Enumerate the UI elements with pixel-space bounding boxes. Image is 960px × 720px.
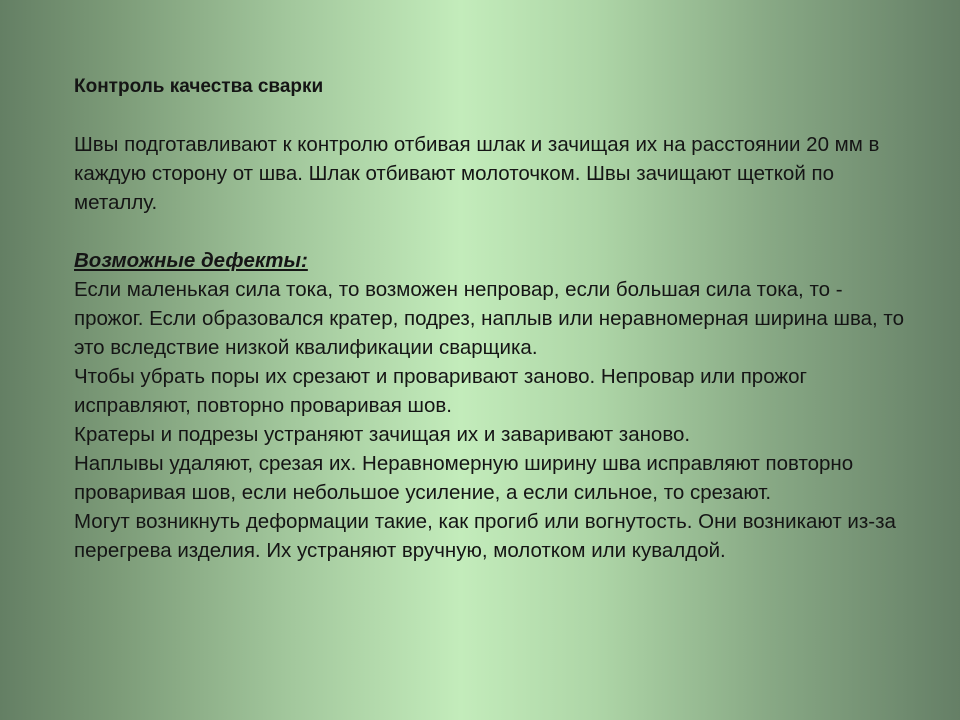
slide-text-block <box>74 72 904 565</box>
intro-paragraph: Швы подготавливают к контролю отбивая шлак и зачищая их на расстоянии 20 мм в каждую сторону от шва. Шлак отбивают молоточком. Швы зачищают щеткой по металлу. <box>74 133 880 214</box>
defects-paragraph-overlaps: Наплывы удаляют, срезая их. Неравномерную ширину шва исправляют повторно проваривая шов, если небольшое усиление, а если сильное, то срезают. <box>74 452 854 504</box>
spacer <box>74 217 904 246</box>
defects-paragraph-causes: Если маленькая сила тока, то возможен непровар, если большая сила тока, то - прожог. Если образовался кратер, подрез, наплыв или неравномерная ширина шва, то это вследствие низкой квалификации сварщика. <box>74 278 904 359</box>
defects-paragraph-deformations: Могут возникнуть деформации такие, как прогиб или вогнутость. Они возникают из-за перегрева изделия. Их устраняют вручную, молотком или кувалдой. <box>74 510 896 562</box>
defects-heading: Возможные дефекты: <box>74 249 308 272</box>
spacer <box>74 101 904 130</box>
defects-paragraph-pores: Чтобы убрать поры их срезают и проваривают заново. Непровар или прожог исправляют, повторно проваривая шов. <box>74 365 807 417</box>
defects-paragraph-craters: Кратеры и подрезы устраняют зачищая их и заваривают заново. <box>74 423 691 446</box>
slide-title: Контроль качества сварки <box>74 76 324 97</box>
